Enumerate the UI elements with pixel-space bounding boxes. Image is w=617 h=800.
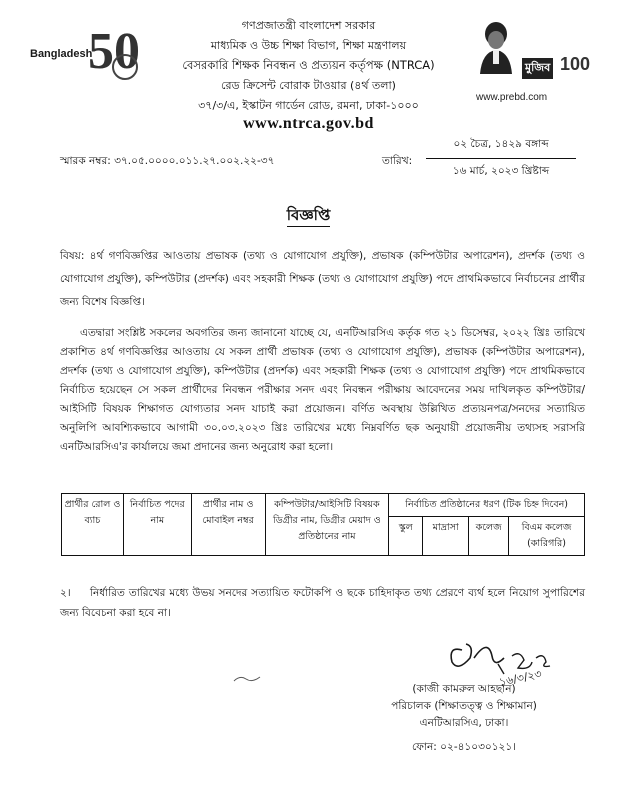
logo-right-badge: মুজিব (522, 58, 553, 79)
signature-date: ১৬/৩/২৩ (497, 667, 543, 689)
col-selected-post: নির্বাচিত পদের নাম (123, 494, 191, 556)
signatory-office: এনটিআরসিএ, ঢাকা। (419, 717, 509, 729)
col-name-mobile: প্রার্থীর নাম ও মোবাইল নম্বর (191, 494, 265, 556)
memo-number: স্মারক নম্বর: ৩৭.০৫.০০০০.০১১.২৭.০০২.২২-৩৭ (60, 155, 275, 167)
logo-left-number: 50 (88, 23, 140, 80)
watermark-site: www.prebd.com (476, 92, 548, 103)
header-line-5: ৩৭/৩/এ, ইস্কাটন গার্ডেন রোড, রমনা, ঢাকা-১০০০ (198, 99, 419, 112)
col-institution-type: নির্বাচিত প্রতিষ্ঠানের ধরণ (টিক চিহ্ন দিবেন) (389, 494, 585, 517)
website-link[interactable]: www.ntrca.gov.bd (243, 115, 374, 132)
header-line-3: বেসরকারি শিক্ষক নিবন্ধন ও প্রত্যয়ন কর্তৃপক্ষ (NTRCA) (182, 58, 435, 72)
signatory-name: (কাজী কামরুল আহছান) (412, 683, 516, 695)
page-title (0, 204, 617, 229)
sub-col-school: স্কুল (389, 517, 423, 556)
sub-col-bm-college: বিএম কলেজ (কারিগরি) (509, 517, 585, 556)
date-english: ১৬ মার্চ, ২০২৩ খ্রিষ্টাব্দ (452, 165, 550, 177)
requirements-table (61, 493, 585, 556)
page-title-text: বিজ্ঞপ্তি (287, 206, 331, 227)
date-label: তারিখ: (382, 155, 413, 167)
body-paragraph: এতদ্বারা সংশ্লিষ্ট সকলের অবগতির জন্য জানানো যাচ্ছে যে, এনটিআরসিএ কর্তৃক গত ২১ ডিসেম্বর, ২০২২ খ্রিঃ তারিখে প্রকাশিত ৪র্থ গণবিজ্ঞপ্তির আওতায় যে সকল প্রার্থী প্রভাষক (তথ্য ও যোগাযোগ প্রযুক্তি), প্রভাষক (কম্পিউটার অপারেশন), প্রদর্শক (তথ্য ও যোগাযোগ প্রযুক্তি), কম্পিউটার (প্রদর্শক) এবং সহকারী শিক্ষক (তথ্য ও যোগাযোগ প্রযুক্তি) পদে প্রাথমিকভাবে নির্বাচিত হয়েছেন সে সকল প্রার্থীদের নিবন্ধন পরীক্ষার সনদ এবং নিবন্ধন পরীক্ষায় আবেদনের সময় দাখিলকৃত কম্পিউটার/আইসিটি বিষয়ক শিক্ষাগত যোগ্যতার সনদ যাচাই করা প্রয়োজন। বর্ণিত অবস্থায় উল্লিখিত প্রত্যয়নপত্র/সনদের সত্যায়িত অনুলিপি আবশ্যিকভাবে আগামী ৩০.০৩.২০২৩ খ্রিঃ তারিখের মধ্যে নিম্নবর্ণিত ছক অনুযায়ী প্রয়োজনীয় তথ্যসহ সরাসরি এনটিআরসিএ'র কার্যালয়ে জমা প্রদানের জন্য অনুরোধ করা হলো। (60, 327, 585, 453)
logo-right-number: 100 (560, 54, 591, 74)
table-header-row (62, 494, 585, 517)
date-bangla: ০২ চৈত্র, ১৪২৯ বঙ্গাব্দ (426, 137, 576, 159)
col-roll-batch: প্রার্থীর রোল ও ব্যাচ (62, 494, 124, 556)
signatory-designation: পরিচালক (শিক্ষাতত্ত্ব ও শিক্ষামান) (391, 700, 537, 712)
point-2-text: নির্ধারিত তারিখের মধ্যে উভয় সনদের সত্যায়িত ফটোকপি ও ছকে চাহিদাকৃত তথ্য প্রেরণে ব্যর্থ হলে নিয়োগ সুপারিশের জন্য বিবেচনা করা হবে না। (60, 587, 585, 619)
col-degree-info: কম্পিউটার/আইসিটি বিষয়ক ডিগ্রীর নাম, ডিগ্রীর মেয়াদ ও প্রতিষ্ঠানের নাম (265, 494, 389, 556)
logo-left-text: Bangladesh (30, 48, 93, 60)
header-line-1: গণপ্রজাতন্ত্রী বাংলাদেশ সরকার (241, 19, 376, 32)
signatory-phone: ফোন: ০২-৪১০৩০১২১। (412, 741, 516, 753)
sub-col-madrasa: মাদ্রাসা (423, 517, 469, 556)
sub-col-college: কলেজ (469, 517, 509, 556)
point-2-paragraph (60, 583, 585, 623)
point-2-number: ২। (60, 587, 71, 599)
header-line-2: মাধ্যমিক ও উচ্চ শিক্ষা বিভাগ, শিক্ষা মন্ত্রণালয় (210, 39, 407, 52)
ink-smudge (232, 673, 262, 685)
subject-paragraph: বিষয়: ৪র্থ গণবিজ্ঞপ্তির আওতায় প্রভাষক (তথ্য ও যোগাযোগ প্রযুক্তি), প্রভাষক (কম্পিউটার অপারেশন), প্রদর্শক (তথ্য ও যোগাযোগ প্রযুক্তি), কম্পিউটার (প্রদর্শক) এবং সহকারী শিক্ষক (তথ্য ও যোগাযোগ প্রযুক্তি) পদে প্রাথমিকভাবে নির্বাচনের প্রার্থীর জন্য বিশেষ বিজ্ঞপ্তি। (60, 250, 585, 308)
header-line-4: রেড ক্রিসেন্ট বোরাক টাওয়ার (৪র্থ তলা) (221, 79, 396, 92)
